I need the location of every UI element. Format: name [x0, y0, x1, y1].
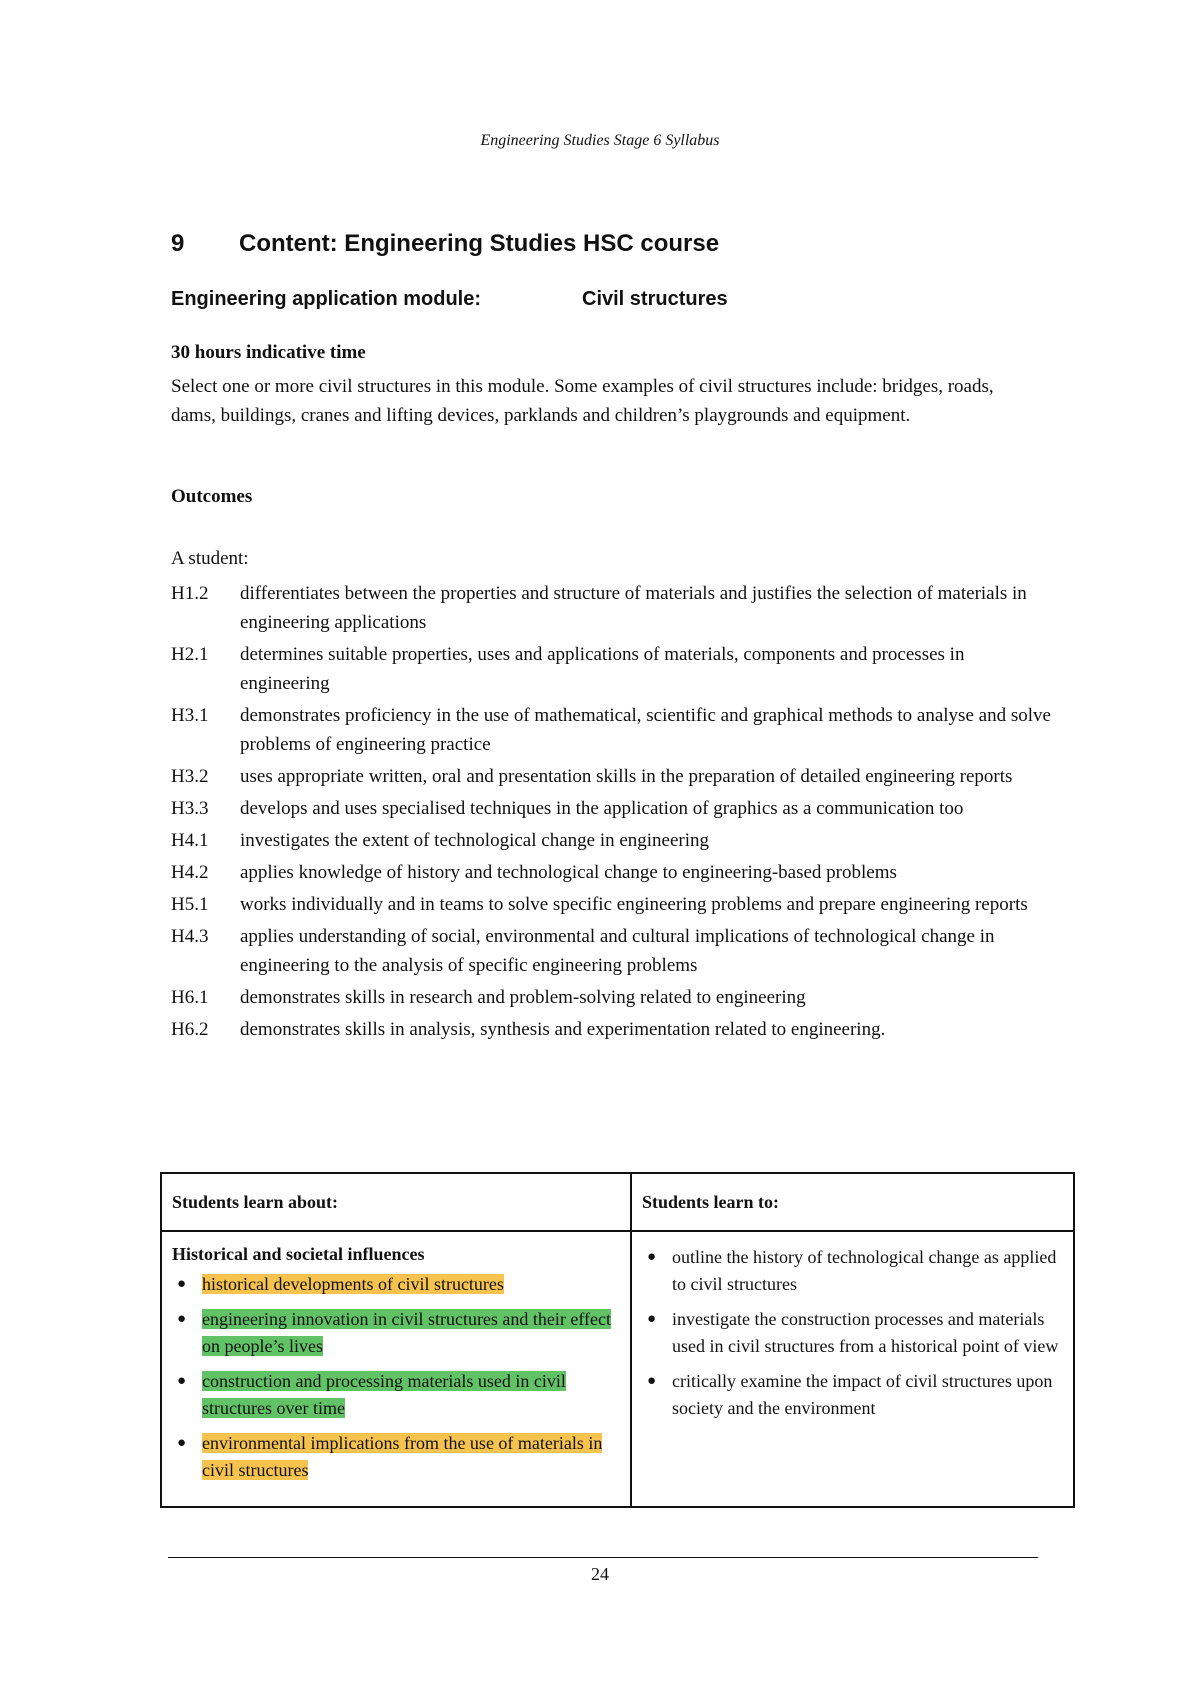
outcome-item — [171, 1015, 1051, 1044]
list-item — [172, 1306, 620, 1360]
highlighted-text: environmental implications from the use of materials in civil structures — [202, 1433, 603, 1480]
outcome-code: H5.1 — [171, 894, 209, 915]
indicative-time-heading: 30 hours indicative time — [171, 342, 366, 363]
footer-divider — [168, 1557, 1038, 1558]
bullet-icon: ● — [647, 1311, 657, 1327]
bullet-icon: ● — [177, 1435, 187, 1451]
outcome-text: works individually and in teams to solve specific engineering problems and prepare engineering reports — [240, 894, 1028, 915]
outcome-code: H6.1 — [171, 987, 209, 1008]
outcome-item — [171, 922, 1051, 980]
outcome-item — [171, 983, 1051, 1012]
bullet-icon: ● — [647, 1249, 657, 1265]
outcome-code: H4.1 — [171, 830, 209, 851]
outcome-code: H3.1 — [171, 705, 209, 726]
section-title: Content: Engineering Studies HSC course — [239, 230, 720, 257]
bullet-icon: ● — [177, 1373, 187, 1389]
bullet-icon: ● — [177, 1276, 187, 1292]
list-item — [172, 1430, 620, 1484]
learn-about-cell — [161, 1231, 631, 1507]
list-item-text: investigate the construction processes and materials used in civil structures from a historical point of view — [672, 1309, 1059, 1356]
outcome-code: H4.2 — [171, 862, 209, 883]
outcome-text: develops and uses specialised techniques in the application of graphics as a communication too — [240, 798, 964, 819]
list-item — [642, 1368, 1063, 1422]
outcome-text: determines suitable properties, uses and applications of materials, components and processes in engineering — [240, 644, 965, 694]
learn-to-header: Students learn to: — [631, 1173, 1074, 1231]
list-item-text: critically examine the impact of civil structures upon society and the environment — [672, 1371, 1053, 1418]
highlighted-text: engineering innovation in civil structures and their effect on people’s lives — [202, 1309, 612, 1356]
outcome-item — [171, 794, 1051, 823]
highlighted-text: historical developments of civil structures — [202, 1274, 504, 1294]
learning-table — [160, 1172, 1075, 1508]
outcomes-list — [171, 579, 1051, 1047]
outcome-text: demonstrates skills in research and problem-solving related to engineering — [240, 987, 806, 1008]
outcome-code: H3.3 — [171, 798, 209, 819]
highlighted-text: construction and processing materials used in civil structures over time — [202, 1371, 566, 1418]
section-heading — [171, 230, 719, 258]
outcome-text: applies understanding of social, environmental and cultural implications of technological change in engineering to the analysis of specific engineering problems — [240, 926, 995, 976]
learn-to-cell — [631, 1231, 1074, 1507]
table-header-row — [161, 1173, 1074, 1231]
outcome-text: demonstrates skills in analysis, synthesis and experimentation related to engineering. — [240, 1019, 886, 1040]
outcome-item — [171, 890, 1051, 919]
list-item-text: outline the history of technological change as applied to civil structures — [672, 1247, 1057, 1294]
list-item — [172, 1271, 620, 1298]
outcome-code: H2.1 — [171, 644, 209, 665]
running-header: Engineering Studies Stage 6 Syllabus — [480, 132, 720, 149]
list-item — [172, 1368, 620, 1422]
bullet-icon: ● — [647, 1373, 657, 1389]
table-row — [161, 1231, 1074, 1507]
learn-about-header: Students learn about: — [161, 1173, 631, 1231]
outcomes-heading: Outcomes — [171, 486, 253, 507]
outcome-item — [171, 640, 1051, 698]
outcome-item — [171, 762, 1051, 791]
outcome-item — [171, 858, 1051, 887]
outcome-text: applies knowledge of history and technological change to engineering-based problems — [240, 862, 897, 883]
module-label: Engineering application module: — [171, 288, 482, 310]
outcome-item — [171, 579, 1051, 637]
outcomes-lead: A student: — [171, 548, 249, 569]
outcome-text: demonstrates proficiency in the use of mathematical, scientific and graphical methods to analyse and solve problems of engineering practice — [240, 705, 1051, 755]
section-number: 9 — [171, 230, 185, 257]
outcome-item — [171, 701, 1051, 759]
outcome-code: H6.2 — [171, 1019, 209, 1040]
outcome-item — [171, 826, 1051, 855]
learn-to-list — [642, 1244, 1063, 1422]
learn-about-list — [172, 1271, 620, 1484]
outcome-code: H1.2 — [171, 583, 209, 604]
outcome-text: differentiates between the properties and structure of materials and justifies the selection of materials in engineering applications — [240, 583, 1027, 633]
module-name: Civil structures — [582, 288, 728, 310]
outcome-code: H4.3 — [171, 926, 209, 947]
module-line — [171, 288, 728, 311]
topic-heading: Historical and societal influences — [172, 1244, 425, 1264]
outcome-code: H3.2 — [171, 766, 209, 787]
list-item — [642, 1306, 1063, 1360]
outcome-text: uses appropriate written, oral and presentation skills in the preparation of detailed engineering reports — [240, 766, 1013, 787]
intro-paragraph: Select one or more civil structures in this module. Some examples of civil structures include: bridges, roads, dams, buildings, cranes and lifting devices, parklands and children’s playgrounds and equipment. — [171, 376, 994, 426]
page-number: 24 — [591, 1564, 609, 1584]
list-item — [642, 1244, 1063, 1298]
bullet-icon: ● — [177, 1311, 187, 1327]
outcome-text: investigates the extent of technological change in engineering — [240, 830, 710, 851]
